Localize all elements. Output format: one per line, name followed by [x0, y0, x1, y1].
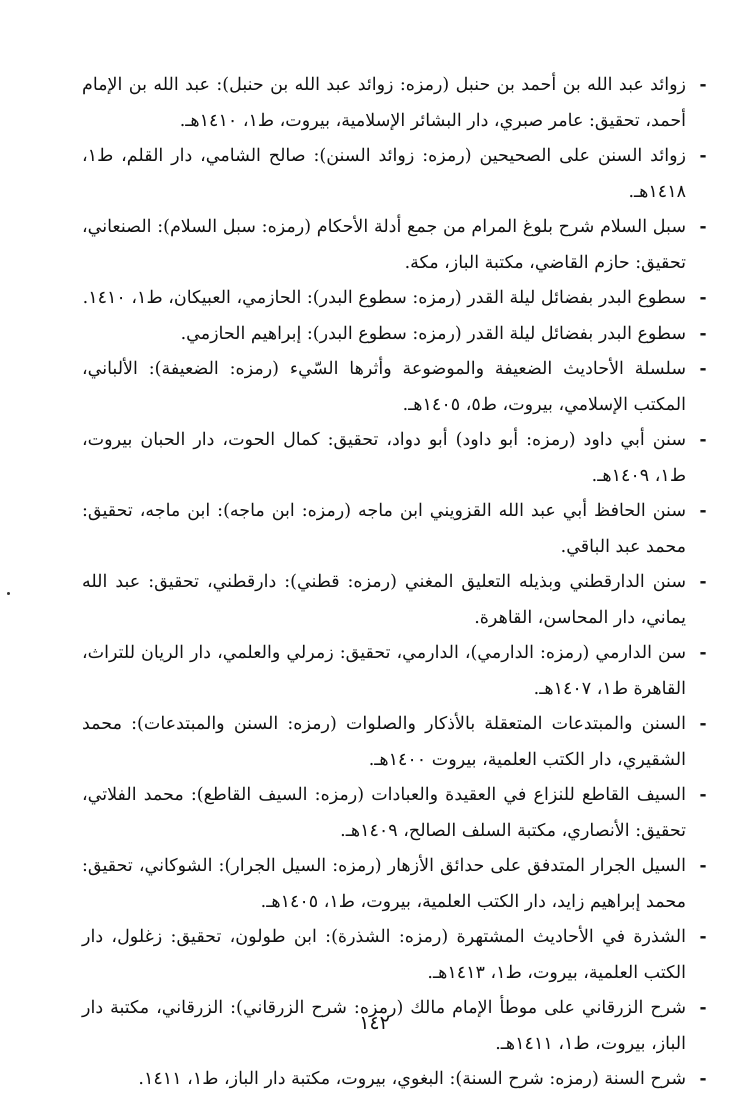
bibliography-entry	[82, 1062, 707, 1098]
bibliography-entry	[82, 920, 707, 991]
entry-text: سلسلة الأحاديث الضعيفة والموضوعة وأثرها السّيء (رمزه: الضعيفة): الألباني، المكتب الإسلامي، بيروت، ط٥، ١٤٠٥هـ.	[82, 359, 686, 415]
entry-bullet: -	[699, 572, 707, 592]
entry-bullet: -	[699, 785, 707, 805]
entry-bullet: -	[699, 856, 707, 876]
bibliography-entry	[82, 636, 707, 707]
bibliography-entry	[82, 68, 707, 139]
entry-text: سطوع البدر بفضائل ليلة القدر (رمزه: سطوع البدر): إبراهيم الحازمي.	[180, 323, 686, 344]
entry-text: سن الدارمي (رمزه: الدارمي)، الدارمي، تحقيق: زمرلي والعلمي، دار الريان للتراث، القاهرة ط١، ١٤٠٧هـ.	[82, 643, 686, 699]
entry-bullet: -	[699, 643, 707, 663]
entry-text: شرح الزرقاني على موطأ الإمام مالك (رمزه: شرح الزرقاني): الزرقاني، مكتبة دار الباز، بيروت، ط١، ١٤١١هـ.	[82, 998, 686, 1054]
bibliography-list	[82, 68, 707, 1098]
entry-bullet: -	[699, 146, 707, 166]
bibliography-entry	[82, 849, 707, 920]
entry-bullet: -	[699, 1069, 707, 1089]
entry-bullet: -	[699, 217, 707, 237]
entry-bullet: -	[699, 75, 707, 95]
entry-bullet: -	[699, 927, 707, 947]
entry-bullet: -	[699, 359, 707, 379]
bibliography-entry	[82, 707, 707, 778]
entry-text: السيل الجرار المتدفق على حدائق الأزهار (رمزه: السيل الجرار): الشوكاني، تحقيق: محمد إبراهيم زايد، دار الكتب العلمية، بيروت، ط١، ١٤٠٥هـ.	[82, 856, 686, 912]
bibliography-entry	[82, 423, 707, 494]
entry-text: السنن والمبتدعات المتعقلة بالأذكار والصلوات (رمزه: السنن والمبتدعات): محمد الشقيري، دار الكتب العلمية، بيروت ١٤٠٠هـ.	[82, 714, 686, 770]
entry-bullet: -	[699, 323, 707, 344]
entry-text: شرح السنة (رمزه: شرح السنة): البغوي، بيروت، مكتبة دار الباز، ط١، ١٤١١.	[138, 1069, 686, 1089]
entry-bullet: -	[699, 501, 707, 521]
entry-text: سبل السلام شرح بلوغ المرام من جمع أدلة الأحكام (رمزه: سبل السلام): الصنعاني، تحقيق: حازم القاضي، مكتبة الباز، مكة.	[82, 217, 686, 273]
bibliography-entry	[82, 210, 707, 281]
margin-mark	[7, 592, 10, 595]
bibliography-entry	[82, 317, 707, 353]
entry-text: سنن أبي داود (رمزه: أبو داود) أبو دواد، تحقيق: كمال الحوت، دار الحبان بيروت، ط١، ١٤٠٩هـ.	[82, 430, 686, 486]
entry-text: زوائد السنن على الصحيحين (رمزه: زوائد السنن): صالح الشامي، دار القلم، ط١، ١٤١٨هـ.	[82, 146, 686, 202]
bibliography-entry	[82, 139, 707, 210]
bibliography-entry	[82, 281, 707, 317]
entry-text: زوائد عبد الله بن أحمد بن حنبل (رمزه: زوائد عبد الله بن حنبل): عبد الله بن الإمام أحمد، تحقيق: عامر صبري، دار البشائر الإسلامية، بيروت، ط١، ١٤١٠هـ.	[82, 75, 686, 131]
entry-text: سطوع البدر بفضائل ليلة القدر (رمزه: سطوع البدر): الحازمي، العبيكان، ط١، ١٤١٠.	[82, 288, 686, 308]
bibliography-entry	[82, 565, 707, 636]
entry-bullet: -	[699, 998, 707, 1018]
entry-text: سنن الحافظ أبي عبد الله القزويني ابن ماجه (رمزه: ابن ماجه): ابن ماجه، تحقيق: محمد عبد الباقي.	[82, 501, 686, 557]
bibliography-entry	[82, 494, 707, 565]
entry-text: سنن الدارقطني وبذيله التعليق المغني (رمزه: قطني): دارقطني، تحقيق: عبد الله يماني، دار المحاسن، القاهرة.	[82, 572, 686, 628]
page-number: ١٤٢	[359, 1012, 390, 1034]
entry-bullet: -	[699, 714, 707, 734]
bibliography-entry	[82, 778, 707, 849]
entry-text: الشذرة في الأحاديث المشتهرة (رمزه: الشذرة): ابن طولون، تحقيق: زغلول، دار الكتب العلمية، بيروت، ط١، ١٤١٣هـ.	[82, 927, 686, 983]
entry-bullet: -	[699, 288, 707, 308]
bibliography-entry	[82, 352, 707, 423]
entry-text: السيف القاطع للنزاع في العقيدة والعبادات (رمزه: السيف القاطع): محمد الفلاتي، تحقيق: الأنصاري، مكتبة السلف الصالح، ١٤٠٩هـ.	[82, 785, 686, 841]
entry-bullet: -	[699, 430, 707, 450]
